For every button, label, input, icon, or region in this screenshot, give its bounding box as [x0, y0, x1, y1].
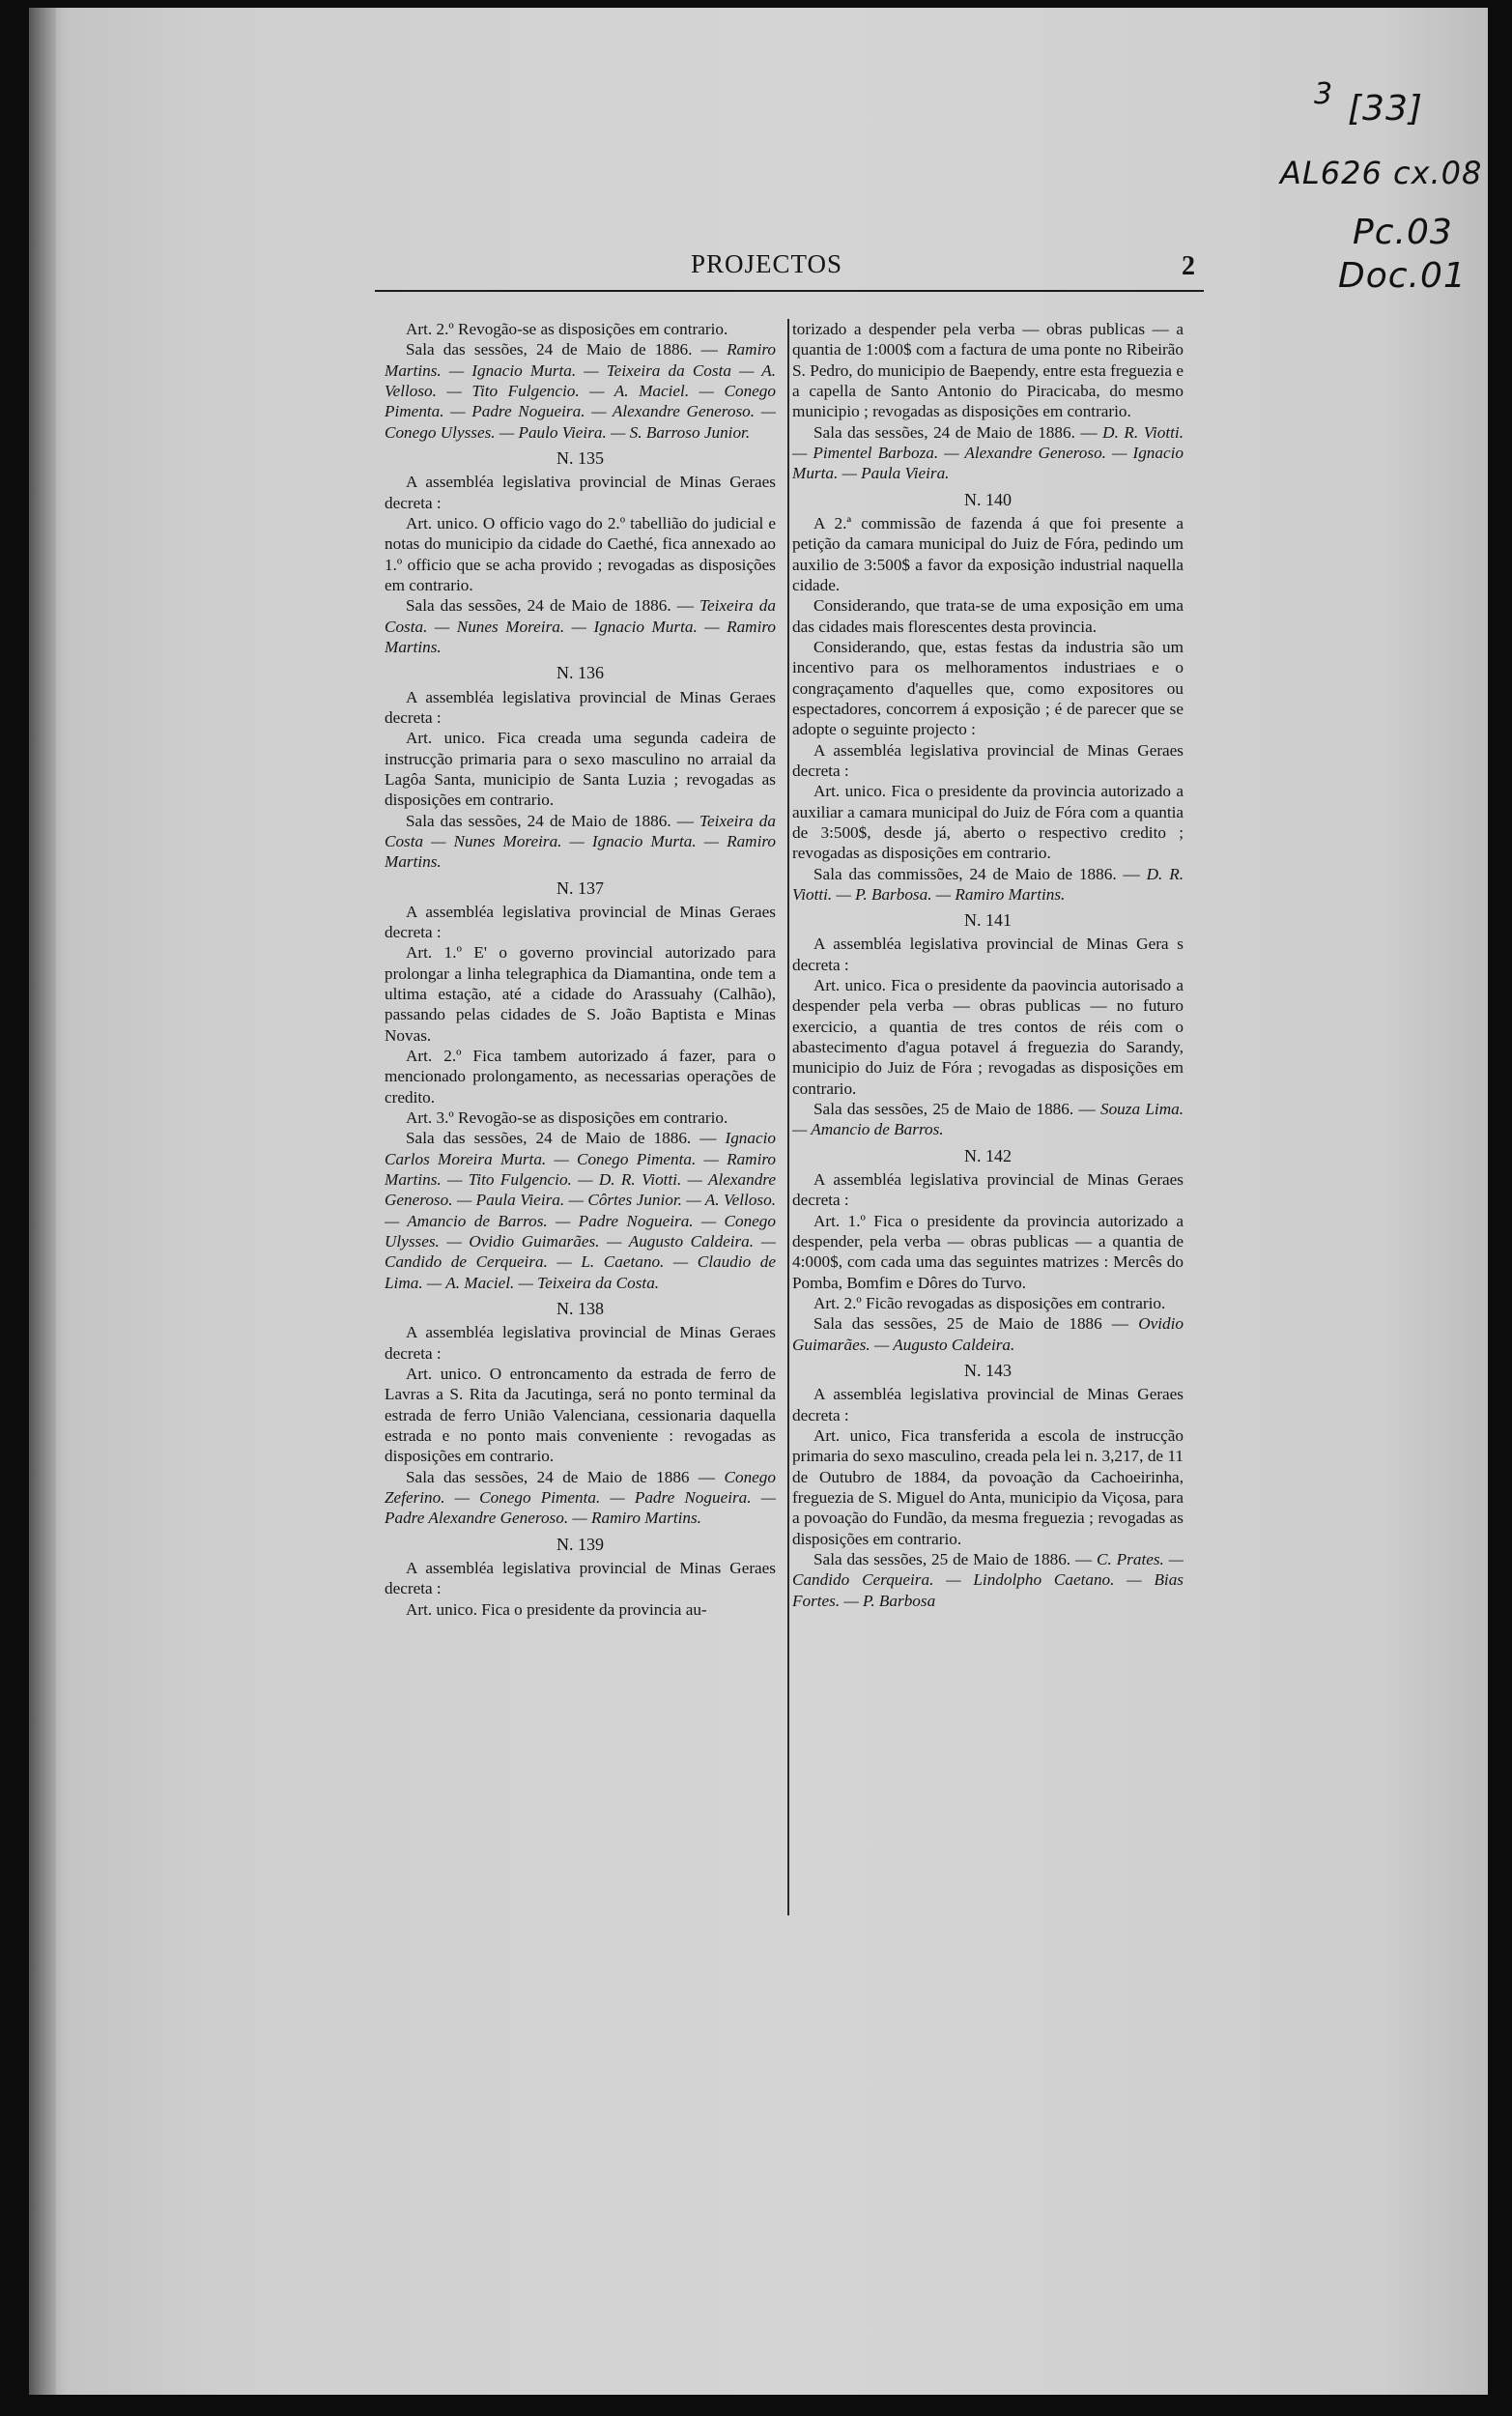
paragraph: Art. 1.º Fica o presidente da provincia autorizado a despender, pela verba — obras publicas — a quantia de 4:000$, com cada uma das seguintes matrizes : Mercês do Pomba, Bomfim e Dôres do Turvo.: [792, 1211, 1184, 1292]
signature-paragraph: Sala das sessões, 24 de Maio de 1886. — D. R. Viotti. — Pimentel Barboza. — Alexandre Generoso. — Ignacio Murta. — Paula Vieira.: [792, 422, 1184, 483]
paragraph: Art. 3.º Revogão-se as disposições em contrario.: [406, 1108, 728, 1128]
signature-paragraph: Sala das sessões, 25 de Maio de 1886. — C. Prates. — Candido Cerqueira. — Lindolpho Caetano. — Bias Fortes. — P. Barbosa: [792, 1549, 1184, 1610]
project-number: N. 135: [556, 447, 604, 468]
project-number: N. 136: [556, 663, 604, 683]
project-number: N. 140: [964, 489, 1012, 509]
paragraph: Art. 1.º E' o governo provincial autorizado para prolongar a linha telegraphica da Diamantina, onde tem a ultima estação, até a cidade do Arassuahy (Calhão), passando pelas cidades de S. João Baptista e Minas Novas.: [385, 943, 776, 1045]
project-number: N. 143: [964, 1361, 1012, 1381]
page-edge-shadow: [29, 8, 56, 2395]
project-number: N. 141: [964, 910, 1012, 931]
left-column: [385, 319, 776, 1923]
paragraph: Art. 2.º Ficão revogadas as disposições em contrario.: [813, 1294, 1166, 1313]
paragraph: A assembléa legislativa provincial de Minas Geraes decreta :: [792, 1170, 1184, 1210]
paragraph: Art. unico. Fica o presidente da provincia autorizado a auxiliar a camara municipal do Juiz de Fóra com a quantia de 3:500$, desde já, aberto o respectivo credito ; revogadas as disposições em contrario.: [792, 782, 1184, 863]
paragraph: Considerando, que trata-se de uma exposição em uma das cidades mais florescentes desta provincia.: [792, 596, 1184, 636]
signature-paragraph: Sala das sessões, 24 de Maio de 1886. — Ramiro Martins. — Ignacio Murta. — Teixeira da Costa — A. Velloso. — Tito Fulgencio. — A. Maciel. — Conego Pimenta. — Padre Nogueira. — Alexandre Generoso. — Conego Ulysses. — Paulo Vieira. — S. Barroso Junior.: [385, 340, 776, 442]
paragraph: Art. unico. O officio vago do 2.º tabellião do judicial e notas do municipio da cidade do Caethé, fica annexado ao 1.º officio que se acha provido ; revogadas as disposições em contrario.: [385, 513, 776, 594]
paragraph: Art. 2.º Revogão-se as disposições em contrario.: [406, 320, 728, 338]
signature-paragraph: Sala das sessões, 24 de Maio de 1886 — Conego Zeferino. — Conego Pimenta. — Padre Nogueira. — Padre Alexandre Generoso. — Ramiro Martins.: [385, 1467, 776, 1528]
paragraph: Considerando, que, estas festas da industria são um incentivo para os melhoramentos industriaes e o congraçamento d'aquelles que, como expositores ou espectadores, concorrem á exposição ; é de parecer que se adopte o seguinte projecto :: [792, 637, 1184, 739]
paragraph: A assembléa legislativa provincial de Minas Gera s decreta :: [792, 935, 1184, 974]
annotation-packet: Pc.03: [1353, 213, 1453, 252]
annotation-number: 3: [1314, 77, 1334, 111]
project-number: N. 139: [556, 1534, 604, 1554]
signature-paragraph: Sala das commissões, 24 de Maio de 1886. — D. R. Viotti. — P. Barbosa. — Ramiro Martins.: [792, 864, 1184, 904]
paragraph: A assembléa legislativa provincial de Minas Geraes decreta :: [385, 687, 776, 727]
page-number: 2: [1182, 251, 1195, 281]
signature-paragraph: Sala das sessões, 24 de Maio de 1886. — Teixeira da Costa — Nunes Moreira. — Ignacio Murta. — Ramiro Martins.: [385, 811, 776, 872]
paragraph: A assembléa legislativa provincial de Minas Geraes decreta :: [385, 902, 776, 942]
right-column: [792, 319, 1184, 1923]
column-divider: [787, 319, 789, 1915]
header-rule: [375, 290, 1204, 292]
annotation-document: Doc.01: [1338, 256, 1467, 296]
project-number: N. 138: [556, 1299, 604, 1319]
paragraph: Art. unico. Fica o presidente da paovincia autorisado a despender pela verba — obras publicas — no futuro exercicio, a quantia de tres contos de réis com o abastecimento d'agua potavel á freguezia do Sarandy, municipio do Juiz de Fóra ; revogadas as disposições em contrario.: [792, 976, 1184, 1098]
paragraph: Art. unico. Fica creada uma segunda cadeira de instrucção primaria para o sexo masculino no arraial da Lagôa Santa, municipio de Santa Luzia ; revogadas as disposições em contrario.: [385, 729, 776, 810]
paragraph: A 2.ª commissão de fazenda á que foi presente a petição da camara municipal do Juiz de Fóra, pedindo um auxilio de 3:500$ a favor da exposição industrial naquella cidade.: [792, 513, 1184, 594]
paragraph: Art. unico. Fica o presidente da provincia au-: [406, 1599, 707, 1619]
annotation-box: AL626 cx.08: [1280, 155, 1483, 191]
page-title: PROJECTOS: [691, 249, 843, 278]
project-number: N. 142: [964, 1145, 1012, 1165]
paragraph: A assembléa legislativa provincial de Minas Geraes decreta :: [385, 1558, 776, 1598]
paragraph: A assembléa legislativa provincial de Minas Geraes decreta :: [792, 1385, 1184, 1424]
paragraph: torizado a despender pela verba — obras publicas — a quantia de 1:000$ com a factura de uma ponte no Ribeirão S. Pedro, do municipio de Baependy, entre esta freguezia e a capella de Santo Antonio do Piracicaba, do mesmo municipio ; revogadas as disposições em contrario.: [792, 320, 1184, 421]
signature-paragraph: Sala das sessões, 25 de Maio de 1886. — Souza Lima. — Amancio de Barros.: [792, 1100, 1184, 1139]
paragraph: Art. unico, Fica transferida a escola de instrucção primaria do sexo masculino, creada pela lei n. 3,217, de 11 de Outubro de 1884, da povoação da Cachoeirinha, freguezia de S. Miguel do Anta, municipio da Viçosa, para a povoação do Fundão, da mesma freguezia ; revogadas as disposições em contrario.: [792, 1426, 1184, 1548]
project-number: N. 137: [556, 877, 604, 898]
annotation-reference: [33]: [1348, 89, 1423, 129]
paragraph: Art. unico. O entroncamento da estrada de ferro de Lavras a S. Rita da Jacutinga, será no ponto terminal da estrada de ferro União Valenciana, cessionaria daquella estrada e no ponto mais conveniente : revogadas as disposições em contrario.: [385, 1365, 776, 1466]
signature-paragraph: Sala das sessões, 25 de Maio de 1886 — Ovidio Guimarães. — Augusto Caldeira.: [792, 1314, 1184, 1354]
paragraph: A assembléa legislativa provincial de Minas Geraes decreta :: [385, 1323, 776, 1363]
signature-paragraph: Sala das sessões, 24 de Maio de 1886. — Ignacio Carlos Moreira Murta. — Conego Pimenta. — Ramiro Martins. — Tito Fulgencio. — D. R. Viotti. — Alexandre Generoso. — Paula Vieira. — Côrtes Junior. — A. Velloso. — Amancio de Barros. — Padre Nogueira. — Conego Ulysses. — Ovidio Guimarães. — Augusto Caldeira. — Candido de Cerqueira. — L. Caetano. — Claudio de Lima. — A. Maciel. — Teixeira da Costa.: [385, 1129, 776, 1292]
signature-paragraph: Sala das sessões, 24 de Maio de 1886. — Teixeira da Costa. — Nunes Moreira. — Ignacio Murta. — Ramiro Martins.: [385, 596, 776, 656]
paragraph: A assembléa legislativa provincial de Minas Geraes decreta :: [792, 740, 1184, 780]
paragraph: Art. 2.º Fica tambem autorizado á fazer, para o mencionado prolongamento, as necessarias operações de credito.: [385, 1047, 776, 1107]
paragraph: A assembléa legislativa provincial de Minas Geraes decreta :: [385, 473, 776, 512]
